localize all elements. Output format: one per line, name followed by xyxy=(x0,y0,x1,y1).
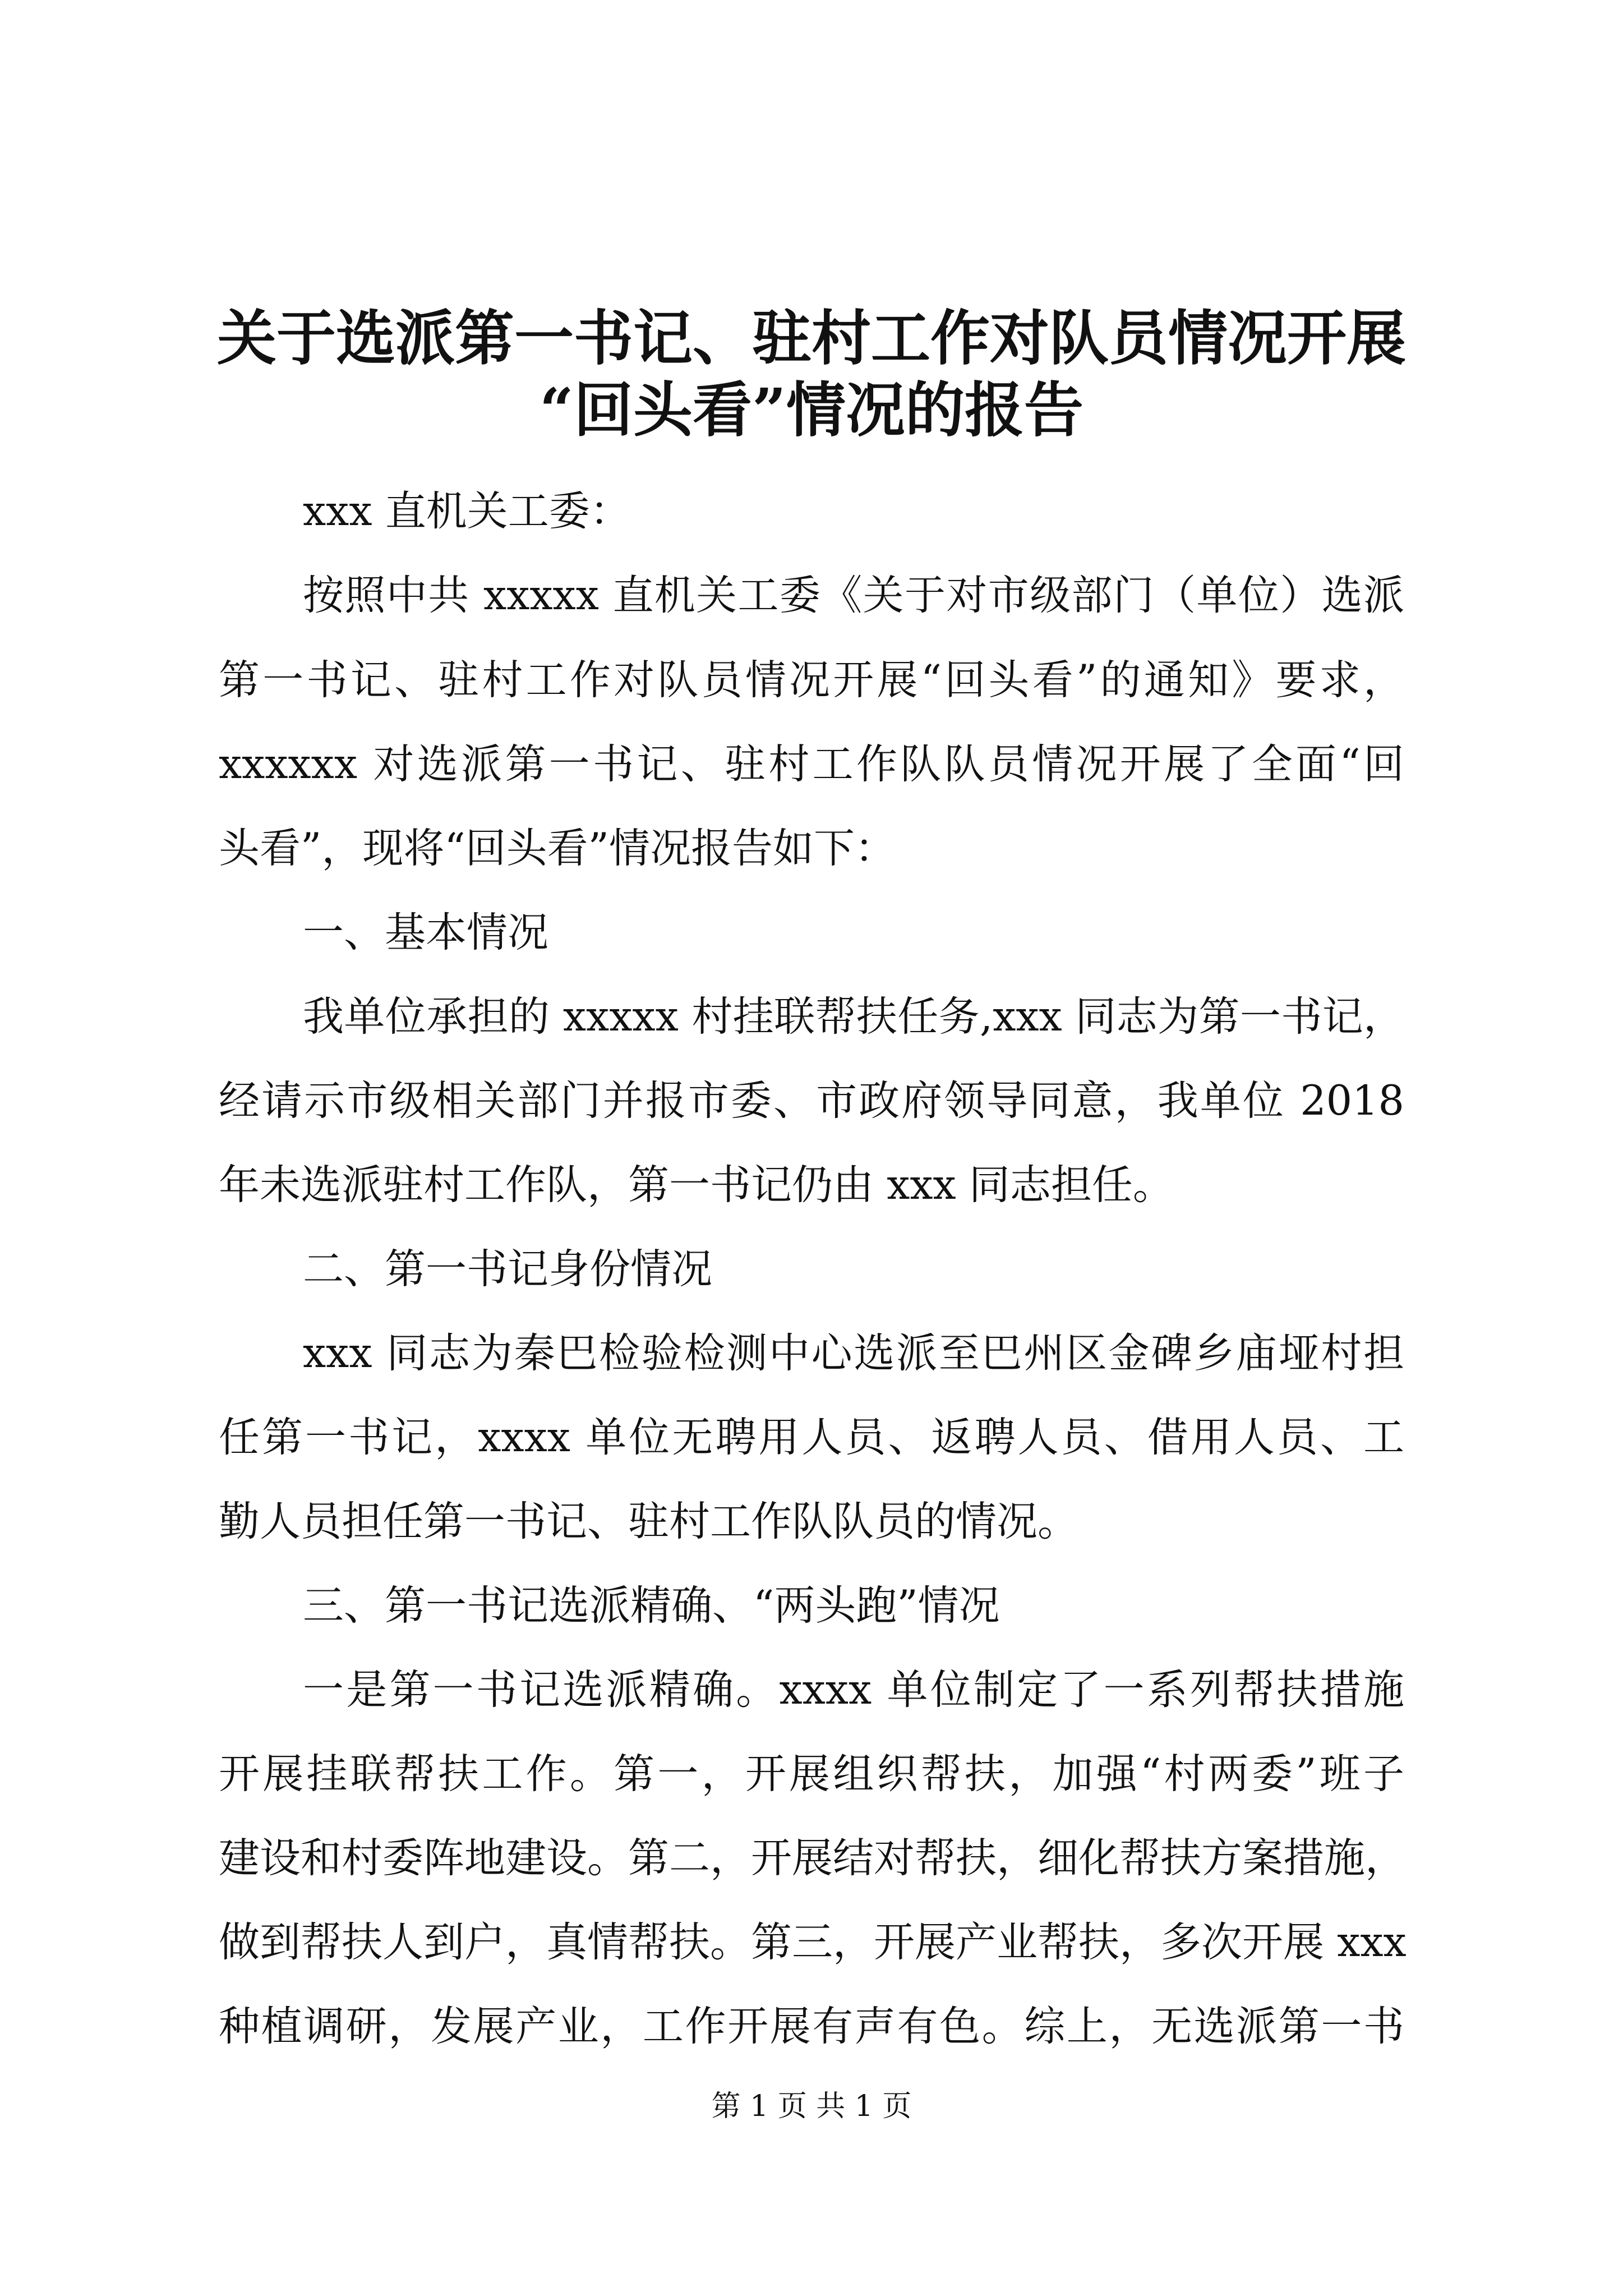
section-heading: 一、基本情况 xyxy=(303,909,548,956)
page-footer: 第 1 页 共 1 页 xyxy=(711,2090,912,2123)
document-title-line-2: “回头看”情况的报告 xyxy=(540,375,1083,445)
paragraph-line: 按照中共 xxxxx 直机关工委《关于对市级部门（单位）选派 xyxy=(303,572,1404,619)
paragraph-line: 第一书记、驻村工作对队员情况开展“回头看”的通知》要求， xyxy=(219,656,1404,704)
paragraph-line: xxxxxx 对选派第一书记、驻村工作队队员情况开展了全面“回 xyxy=(219,740,1404,788)
section-heading: 二、第一书记身份情况 xyxy=(303,1245,712,1293)
paragraph-line: 年未选派驻村工作队，第一书记仍由 xxx 同志担任。 xyxy=(219,1161,1174,1209)
paragraph-line: xxx 同志为秦巴检验检测中心选派至巴州区金碑乡庙垭村担 xyxy=(303,1329,1404,1377)
paragraph-line: 勤人员担任第一书记、驻村工作队队员的情况。 xyxy=(219,1498,1078,1545)
paragraph-line: 开展挂联帮扶工作。第一，开展组织帮扶，加强“村两委”班子 xyxy=(219,1750,1404,1798)
paragraph-line: 做到帮扶人到户，真情帮扶。第三，开展产业帮扶，多次开展 xxx xyxy=(219,1918,1407,1966)
salutation: xxx 直机关工委： xyxy=(303,487,631,535)
paragraph-line: 建设和村委阵地建设。第二，开展结对帮扶，细化帮扶方案措施， xyxy=(219,1834,1406,1882)
document-title-line-1: 关于选派第一书记、驻村工作对队员情况开展 xyxy=(217,303,1406,373)
paragraph-line: 任第一书记，xxxx 单位无聘用人员、返聘人员、借用人员、工 xyxy=(219,1414,1404,1461)
paragraph-line: 我单位承担的 xxxxx 村挂联帮扶任务,xxx 同志为第一书记， xyxy=(303,993,1404,1041)
paragraph-line: 一是第一书记选派精确。xxxx 单位制定了一系列帮扶措施 xyxy=(303,1666,1404,1714)
section-heading: 三、第一书记选派精确、“两头跑”情况 xyxy=(303,1582,1000,1630)
paragraph-line: 头看”，现将“回头看”情况报告如下： xyxy=(219,825,896,872)
paragraph-line: 经请示市级相关部门并报市委、市政府领导同意，我单位 2018 xyxy=(219,1077,1404,1125)
paragraph-line: 种植调研，发展产业，工作开展有声有色。综上，无选派第一书 xyxy=(219,2003,1404,2050)
